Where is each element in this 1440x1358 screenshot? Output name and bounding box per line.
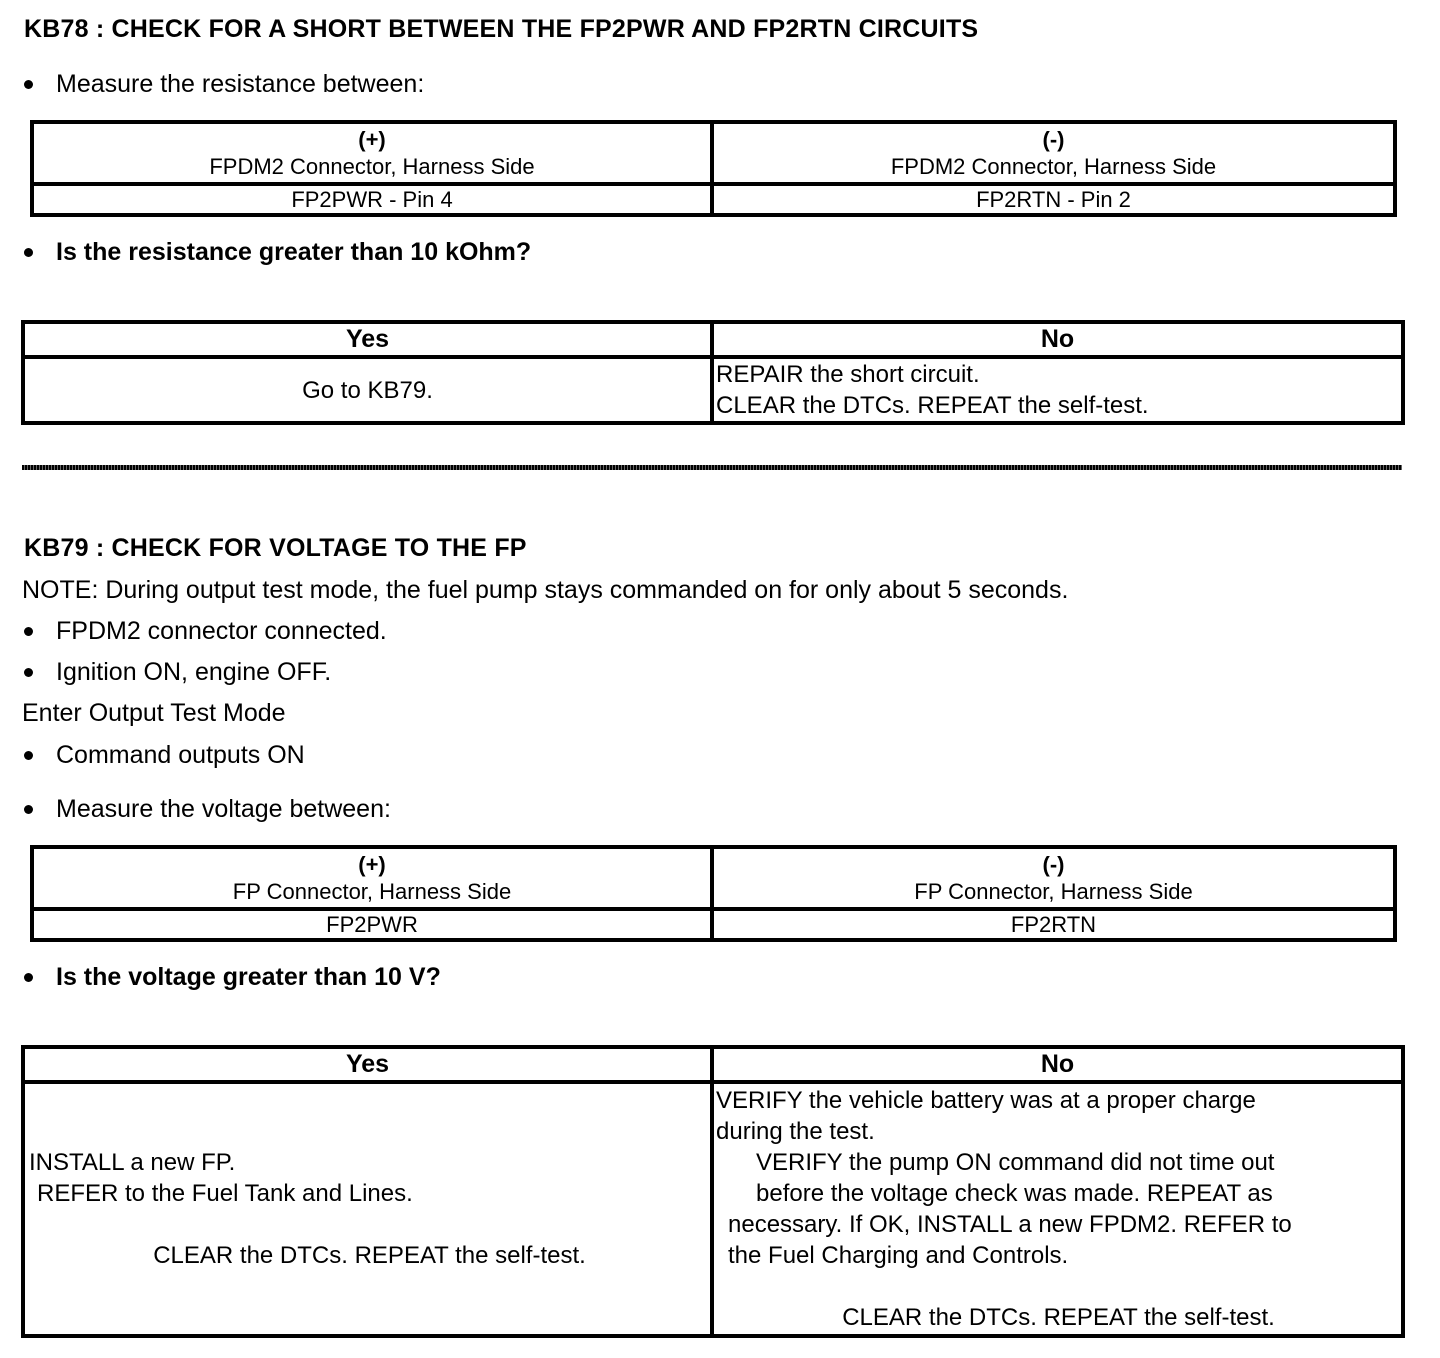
no-answer-line: before the voltage check was made. REPEAT as — [756, 1180, 1273, 1207]
minus-header: FP Connector, Harness Side — [914, 879, 1193, 904]
kb78-no-answer — [712, 357, 1403, 423]
plus-symbol: (+) — [358, 852, 386, 877]
kb79-bullet-command — [24, 741, 305, 770]
table-row — [32, 184, 1395, 215]
kb78-instruction-text: Measure the resistance between: — [56, 70, 425, 98]
bullet-icon — [24, 751, 33, 760]
kb79-enter-mode: Enter Output Test Mode — [22, 699, 286, 727]
no-header: No — [712, 1047, 1403, 1082]
kb79-bullet-ignition — [24, 658, 331, 687]
no-answer-line: the Fuel Charging and Controls. — [728, 1242, 1069, 1269]
table-row — [23, 322, 1403, 357]
bullet-text: Ignition ON, engine OFF. — [56, 658, 332, 686]
table-row — [32, 909, 1395, 940]
kb78-instruction — [24, 70, 424, 99]
kb78-answer-table — [21, 320, 1405, 425]
no-answer-line: CLEAR the DTCs. REPEAT the self-test. — [842, 1304, 1275, 1331]
yes-header: Yes — [23, 1047, 712, 1082]
bullet-icon — [24, 627, 33, 636]
kb78-question-text: Is the resistance greater than 10 kOhm? — [56, 238, 532, 266]
no-answer-line: CLEAR the DTCs. REPEAT the self-test. — [716, 392, 1149, 419]
kb78-plus-value: FP2PWR - Pin 4 — [32, 184, 712, 215]
bullet-icon — [24, 973, 33, 982]
kb78-plus-header-cell — [32, 122, 712, 184]
kb78-title: KB78 : CHECK FOR A SHORT BETWEEN THE FP2PWR AND FP2RTN CIRCUITS — [24, 15, 979, 43]
kb79-question — [24, 963, 441, 992]
plus-header: FP Connector, Harness Side — [232, 879, 512, 904]
table-row — [32, 847, 1395, 909]
bullet-text: Measure the voltage between: — [56, 795, 391, 823]
kb79-bullet-measure — [24, 795, 391, 824]
bullet-icon — [24, 805, 33, 814]
kb79-no-answer — [712, 1082, 1403, 1336]
table-row — [32, 122, 1395, 184]
bullet-icon — [24, 668, 33, 677]
kb78-measure-table — [30, 120, 1397, 217]
kb79-minus-value: FP2RTN — [712, 909, 1395, 940]
yes-answer-line: REFER to the Fuel Tank and Lines. — [37, 1180, 413, 1207]
table-row — [23, 357, 1403, 423]
yes-answer-line: INSTALL a new FP. — [29, 1149, 236, 1176]
yes-answer-line: CLEAR the DTCs. REPEAT the self-test. — [153, 1242, 586, 1269]
kb78-minus-header-cell — [712, 122, 1395, 184]
kb79-measure-table — [30, 845, 1397, 942]
minus-symbol: (-) — [1042, 852, 1065, 877]
kb79-question-text: Is the voltage greater than 10 V? — [56, 963, 441, 991]
bullet-icon — [24, 248, 33, 257]
kb79-note: NOTE: During output test mode, the fuel pump stays commanded on for only about 5 seconds. — [22, 576, 1069, 604]
kb79-plus-header-cell — [32, 847, 712, 909]
yes-header: Yes — [23, 322, 712, 357]
kb79-minus-header-cell — [712, 847, 1395, 909]
kb79-answer-table — [21, 1045, 1405, 1338]
kb78-minus-value: FP2RTN - Pin 2 — [712, 184, 1395, 215]
bullet-text: Command outputs ON — [56, 741, 305, 769]
minus-symbol: (-) — [1042, 127, 1065, 152]
kb79-plus-value: FP2PWR — [32, 909, 712, 940]
no-answer-line: during the test. — [716, 1118, 875, 1145]
kb78-question — [24, 238, 531, 267]
bullet-text: FPDM2 connector connected. — [56, 617, 387, 645]
no-answer-line: REPAIR the short circuit. — [716, 361, 980, 388]
no-header: No — [712, 322, 1403, 357]
kb79-title: KB79 : CHECK FOR VOLTAGE TO THE FP — [24, 534, 527, 562]
kb79-yes-answer — [23, 1082, 712, 1336]
no-answer-line: VERIFY the pump ON command did not time out — [756, 1149, 1275, 1176]
kb78-yes-answer: Go to KB79. — [23, 357, 712, 423]
minus-header: FPDM2 Connector, Harness Side — [890, 154, 1217, 179]
kb79-bullet-connector — [24, 617, 387, 646]
bullet-icon — [24, 80, 33, 89]
table-row — [23, 1047, 1403, 1082]
plus-symbol: (+) — [358, 127, 386, 152]
plus-header: FPDM2 Connector, Harness Side — [209, 154, 535, 179]
table-row — [23, 1082, 1403, 1336]
section-divider — [22, 465, 1402, 470]
no-answer-line: VERIFY the vehicle battery was at a proper charge — [716, 1087, 1256, 1114]
no-answer-line: necessary. If OK, INSTALL a new FPDM2. REFER to — [728, 1211, 1292, 1238]
